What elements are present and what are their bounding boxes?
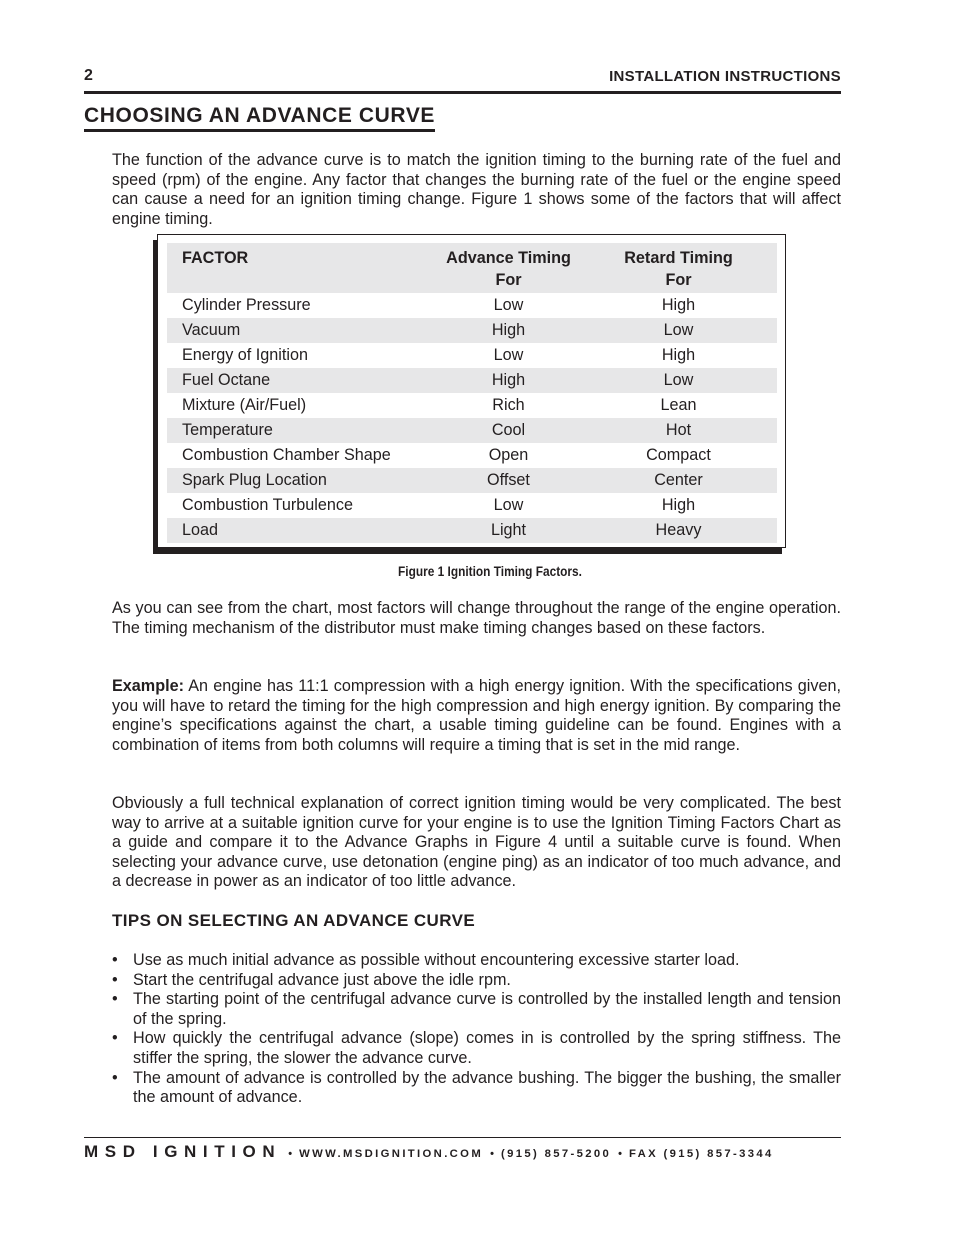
footer-brand: MSD IGNITION [84, 1142, 282, 1161]
footer-separator: • [618, 1148, 622, 1160]
header-retard: Retard Timing For [580, 243, 777, 293]
footer [84, 1142, 841, 1162]
footer-website: WWW.MSDIGNITION.COM [299, 1148, 484, 1160]
cell-factor: Temperature [167, 418, 437, 443]
bullet-icon: • [112, 1029, 118, 1048]
tip-text: The starting point of the centrifugal advance curve is controlled by the installed length and tension of the spring. [133, 990, 841, 1028]
table-row [167, 318, 777, 343]
table-row [167, 293, 777, 318]
tips-list [112, 951, 841, 1108]
list-item [112, 1069, 841, 1108]
header-title: INSTALLATION INSTRUCTIONS [609, 68, 841, 85]
example-label: Example: [112, 677, 184, 695]
header-advance: Advance Timing For [437, 243, 580, 293]
header-rule [84, 91, 841, 94]
cell-advance: Cool [437, 418, 580, 443]
table-row [167, 468, 777, 493]
cell-advance: High [437, 368, 580, 393]
cell-retard: Hot [580, 418, 777, 443]
example-paragraph [112, 677, 841, 755]
footer-separator: • [288, 1148, 293, 1160]
cell-retard: Low [580, 368, 777, 393]
cell-advance: Open [488, 446, 529, 464]
cell-factor: Mixture (Air/Fuel) [182, 396, 307, 414]
list-item [112, 1029, 841, 1068]
bullet-icon: • [112, 990, 118, 1009]
cell-retard: High [661, 496, 696, 514]
bullet-icon: • [112, 970, 118, 989]
table-row [167, 443, 777, 468]
cell-advance: Light [437, 518, 580, 543]
table-row [167, 368, 777, 393]
table-header-row [167, 243, 777, 293]
figure-caption: Figure 1 Ignition Timing Factors. [398, 564, 582, 579]
list-item [112, 951, 841, 971]
chart-paragraph: As you can see from the chart, most factors will change throughout the range of the engine operation. The timing mechanism of the distributor must make timing changes based on these factors. [112, 599, 841, 637]
cell-retard: Lean [660, 396, 697, 414]
cell-advance: High [437, 318, 580, 343]
tips-heading: TIPS ON SELECTING AN ADVANCE CURVE [112, 911, 476, 930]
list-item [112, 990, 841, 1029]
table-row [167, 343, 777, 368]
cell-retard: High [661, 296, 696, 314]
cell-retard: Compact [646, 446, 711, 464]
table-row [167, 418, 777, 443]
cell-retard: Heavy [580, 518, 777, 543]
cell-factor: Cylinder Pressure [182, 296, 311, 314]
cell-advance: Low [493, 346, 524, 364]
cell-factor: Spark Plug Location [167, 468, 437, 493]
cell-advance: Low [493, 496, 524, 514]
cell-retard: Center [580, 468, 777, 493]
table-row [167, 493, 777, 518]
intro-paragraph: The function of the advance curve is to match the ignition timing to the burning rate of the fuel and speed (rpm) of the engine. Any factor that changes the burning rate of the fuel or the engine speed can cause a need for an ignition timing change. Figure 1 shows some of the factors that will affect engine timing. [112, 151, 841, 228]
footer-separator: • [490, 1148, 494, 1160]
example-text: An engine has 11:1 compression with a high energy ignition. With the specifications given, you will have to retard the timing for the high compression and high energy ignition. By comparing the engine’s specifications against the chart, a usable timing guideline can be found. Engines with a combination of items from both columns will require a timing that is set in the mid range. [112, 677, 841, 754]
list-item [112, 971, 841, 991]
bullet-icon: • [112, 951, 118, 969]
footer-fax: FAX (915) 857-3344 [628, 1148, 774, 1160]
cell-factor: Combustion Turbulence [182, 496, 353, 514]
header-factor: FACTOR [167, 243, 437, 293]
tip-text: Use as much initial advance as possible without encountering excessive starter load. [133, 951, 740, 969]
page-number: 2 [84, 67, 93, 84]
tip-text: The amount of advance is controlled by the advance bushing. The bigger the bushing, the smaller the amount of advance. [133, 1068, 841, 1107]
cell-factor: Energy of Ignition [182, 346, 308, 364]
cell-factor: Combustion Chamber Shape [182, 446, 391, 464]
cell-advance: Offset [437, 468, 580, 493]
table-row [167, 393, 777, 418]
cell-factor: Vacuum [167, 318, 437, 343]
tip-text: How quickly the centrifugal advance (slope) comes in is controlled by the spring stiffness. The stiffer the spring, the slower the advance curve. [133, 1029, 841, 1067]
cell-factor: Load [167, 518, 437, 543]
footer-phone: (915) 857-5200 [500, 1148, 612, 1160]
cell-retard: High [661, 346, 696, 364]
ignition-timing-factors-table [167, 243, 777, 543]
cell-factor: Fuel Octane [167, 368, 437, 393]
cell-retard: Low [580, 318, 777, 343]
explanation-paragraph: Obviously a full technical explanation of correct ignition timing would be very complicated. The best way to arrive at a suitable ignition curve for your engine is to use the Ignition Timing Factors Chart as a guide and compare it to the Advance Graphs in Figure 4 until a suitable curve is found. When selecting your advance curve, use detonation (engine ping) as an indicator of too much advance, and a decrease in power as an indicator of too little advance. [112, 794, 841, 891]
tip-text: Start the centrifugal advance just above the idle rpm. [133, 970, 511, 989]
section-title: CHOOSING AN ADVANCE CURVE [84, 104, 435, 132]
cell-advance: Rich [492, 396, 525, 414]
footer-rule [84, 1137, 841, 1138]
cell-advance: Low [493, 296, 524, 314]
table-row [167, 518, 777, 543]
bullet-icon: • [112, 1068, 118, 1087]
